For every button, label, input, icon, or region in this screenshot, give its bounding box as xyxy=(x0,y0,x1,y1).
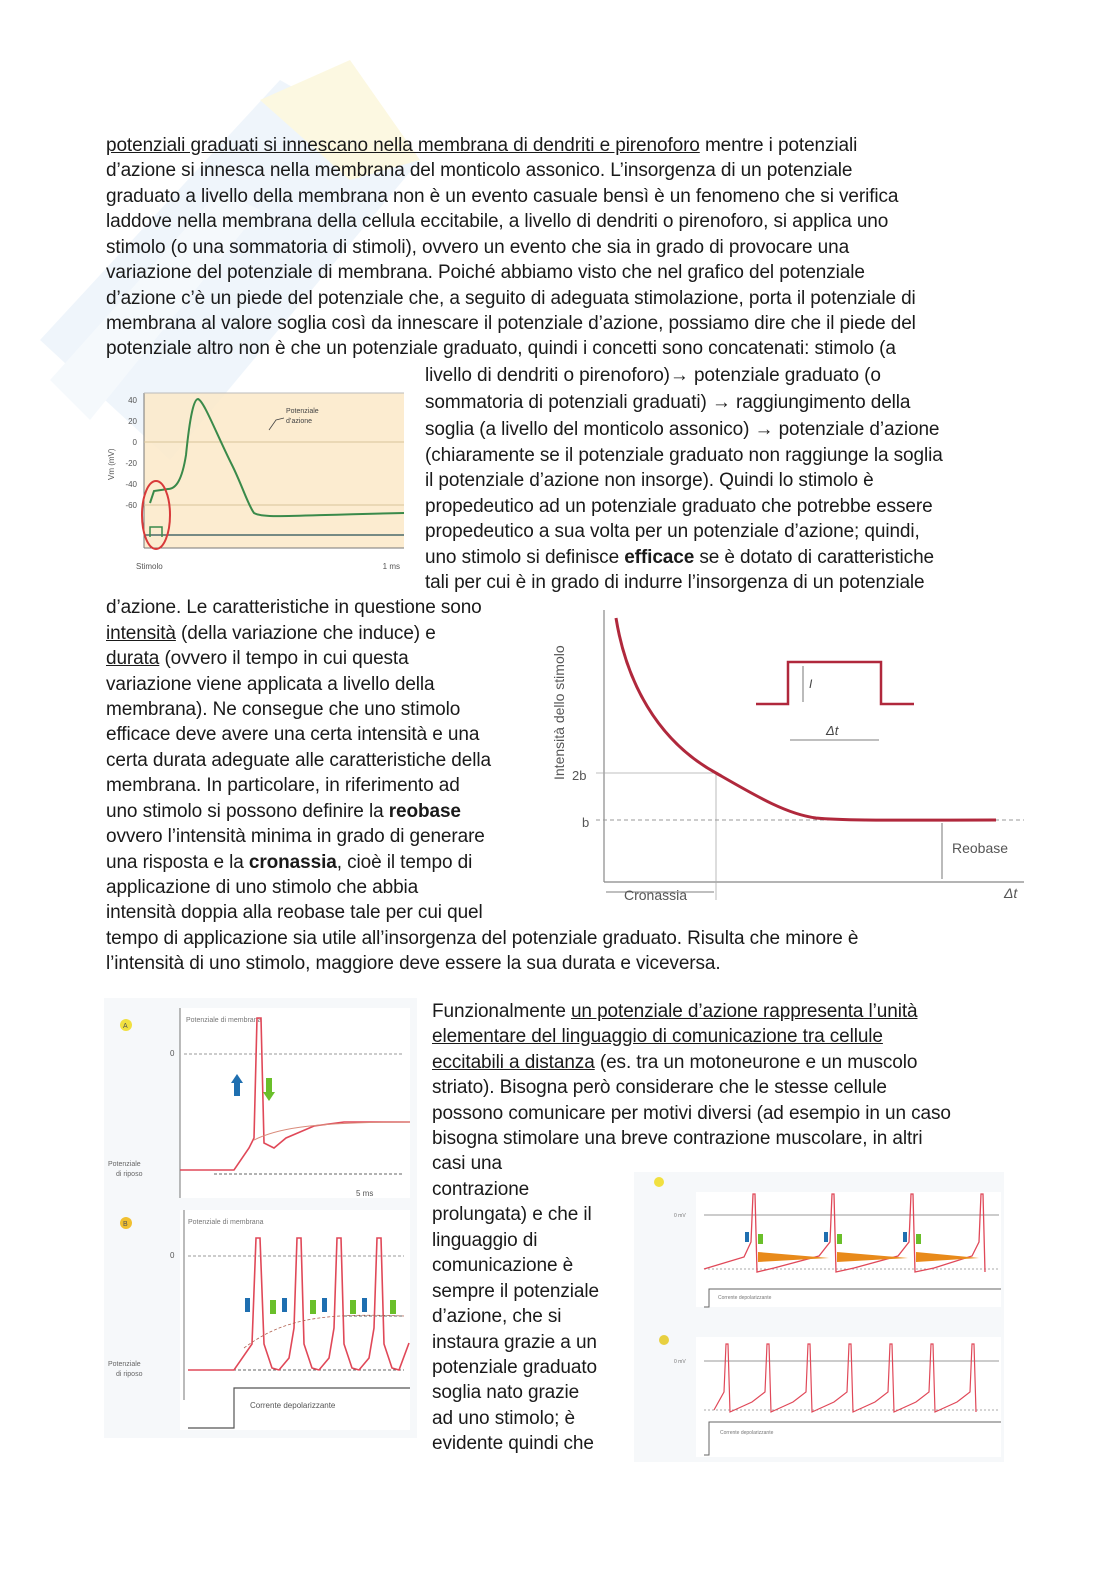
text-span: se è dotato di caratteristiche xyxy=(694,547,934,568)
rest-label: Potenziale xyxy=(108,1161,141,1168)
underlined-text: un potenziale d’azione rappresenta l’unità xyxy=(570,1001,918,1022)
text-line: evidente quindi che xyxy=(432,1433,594,1454)
text-line xyxy=(106,850,472,875)
text-line xyxy=(432,999,917,1024)
text-line: instaura grazie a un xyxy=(432,1332,597,1353)
text-line: casi una xyxy=(432,1153,502,1174)
rest-label: di riposo xyxy=(116,1171,143,1178)
y-tick: -20 xyxy=(125,459,137,468)
text-line: variazione viene applicata a livello della xyxy=(106,674,435,695)
text-line: membrana al valore soglia così da innescare il potenziale d’azione, possiamo dire che il piede del xyxy=(106,313,916,334)
text-line xyxy=(432,1050,917,1075)
text-line: applicazione di uno stimolo che abbia xyxy=(106,877,419,898)
text-line: d’azione si innesca nella membrana del monticolo assonico. L’insorgenza di un potenziale xyxy=(106,160,853,181)
text-line: efficace deve avere una certa intensità e una xyxy=(106,724,480,745)
text-line: d’azione. Le caratteristiche in questione sono xyxy=(106,597,482,618)
y-tick-2b: 2b xyxy=(572,768,587,783)
y-axis-label: Vm (mV) xyxy=(107,448,116,480)
bold-term: reobase xyxy=(388,801,461,822)
zero-label: 0 xyxy=(170,1049,175,1058)
panel-badge: B xyxy=(123,1221,128,1228)
text-line xyxy=(106,799,461,824)
text-line: livello di dendriti o pirenoforo)→ potenziale graduato (o xyxy=(425,365,881,386)
text-line: prolungata) e che il xyxy=(432,1204,592,1225)
panel-badge: A xyxy=(123,1023,128,1030)
reobase-label: Reobase xyxy=(952,840,1009,856)
zero-label: 0 xyxy=(170,1251,175,1260)
text-line: contrazione xyxy=(432,1179,530,1200)
text-line: striato). Bisogna però considerare che le stesse cellule xyxy=(432,1077,887,1098)
panel-title: Potenziale di membrana xyxy=(186,1017,262,1024)
text-line: graduato a livello della membrana non è un evento casuale bensì è un fenomeno che si verifica xyxy=(106,186,899,207)
x-right-label: 1 ms xyxy=(382,562,400,571)
text-line: tempo di applicazione sia utile all’insorgenza del potenziale graduato. Risulta che minore è xyxy=(106,928,859,949)
underlined-text: durata xyxy=(106,648,160,669)
text-span: una risposta e la xyxy=(106,852,249,873)
text-line: d’azione c’è un piede del potenziale che, a seguito di adeguata stimolazione, porta il potenziale di xyxy=(106,288,916,309)
zero-label: 0 mV xyxy=(674,1213,686,1219)
panel-title: Potenziale di membrana xyxy=(188,1219,264,1226)
text-span: uno stimolo si possono definire la xyxy=(106,801,389,822)
text-line: intensità doppia alla reobase tale per cui quel xyxy=(106,902,483,923)
underlined-text: intensità xyxy=(106,623,176,644)
text-line: stimolo (o una sommatoria di stimoli), ovvero un evento che sia in grado di provocare una xyxy=(106,237,850,258)
text-span: uno stimolo si definisce xyxy=(425,547,625,568)
x-axis-label: Δt xyxy=(1004,885,1018,901)
current-label: Corrente depolarizzante xyxy=(718,1295,772,1301)
y-tick: -60 xyxy=(125,501,137,510)
text-line: il potenziale d’azione non insorge). Quindi lo stimolo è xyxy=(425,470,874,491)
text-line: potenziale graduato xyxy=(432,1357,598,1378)
text-line: ad uno stimolo; è xyxy=(432,1408,575,1429)
bold-term: efficace xyxy=(624,547,695,568)
underlined-text: elementare del linguaggio di comunicazione tra cellule xyxy=(432,1026,883,1047)
text-line: l’intensità di uno stimolo, maggiore deve essere la sua durata e viceversa. xyxy=(106,953,721,974)
text-line xyxy=(106,646,409,671)
cronassia-label: Cronassia xyxy=(624,887,688,903)
zero-label: 0 mV xyxy=(674,1359,686,1365)
text-line: linguaggio di xyxy=(432,1230,538,1251)
text-line: tali per cui è in grado di indurre l’insorgenza di un potenziale xyxy=(425,572,925,593)
text-line: propedeutico ad un potenziale graduato che potrebbe essere xyxy=(425,496,933,517)
text-line: possono comunicare per motivi diversi (ad esempio in un caso xyxy=(432,1103,951,1124)
underlined-text: eccitabili a distanza xyxy=(432,1052,595,1073)
text-span: , cioè il tempo di xyxy=(336,852,473,873)
firing-panels-right xyxy=(634,1172,1004,1462)
text-line: soglia (a livello del monticolo assonico) → potenziale d’azione xyxy=(425,419,940,440)
text-line: soglia nato grazie xyxy=(432,1382,580,1403)
text-line: comunicazione è xyxy=(432,1255,574,1276)
scale-label: 5 ms xyxy=(356,1189,374,1198)
bold-term: cronassia xyxy=(248,852,337,873)
current-label: Corrente depolarizzante xyxy=(720,1430,774,1436)
y-tick: 40 xyxy=(128,396,137,405)
text-line xyxy=(432,1024,883,1049)
y-tick: -40 xyxy=(125,480,137,489)
text-line: potenziale altro non è che un potenziale graduato, quindi i concetti sono concatenati: stimolo (a xyxy=(106,338,896,359)
text-line: d’azione, che si xyxy=(432,1306,562,1327)
x-left-label: Stimolo xyxy=(136,562,163,571)
text-line: variazione del potenziale di membrana. Poiché abbiamo visto che nel grafico del potenziale xyxy=(106,262,865,283)
text-line: (chiaramente se il potenziale graduato non raggiunge la soglia xyxy=(425,445,943,466)
text-line: sempre il potenziale xyxy=(432,1281,599,1302)
text-line: membrana). Ne consegue che uno stimolo xyxy=(106,699,461,720)
text-span: Funzionalmente xyxy=(432,1001,571,1022)
annotation-label: d’azione xyxy=(286,418,313,425)
y-tick: 0 xyxy=(132,438,137,447)
text-line xyxy=(106,621,436,646)
strength-duration-figure xyxy=(546,600,1026,908)
text-span: (della variazione che induce) e xyxy=(175,623,436,644)
y-tick: 20 xyxy=(128,417,137,426)
text-line: ovvero l’intensità minima in grado di generare xyxy=(106,826,485,847)
pulse-width-label: Δt xyxy=(826,723,839,738)
text-line: laddove nella membrana della cellula eccitabile, a livello di dendriti o pirenoforo, si applica uno xyxy=(106,211,889,232)
underlined-text: potenziali graduati si innescano nella membrana di dendriti e pirenoforo xyxy=(106,135,700,156)
text-span: mentre i potenziali xyxy=(699,135,858,156)
text-line: sommatoria di potenziali graduati) → raggiungimento della xyxy=(425,392,911,413)
text-line xyxy=(425,545,934,570)
current-label: Corrente depolarizzante xyxy=(250,1401,336,1410)
rest-label: di riposo xyxy=(116,1371,143,1378)
text-line: certa durata adeguate alle caratteristiche della xyxy=(106,750,491,771)
text-span: (es. tra un motoneurone e un muscolo xyxy=(594,1052,918,1073)
text-line: membrana. In particolare, in riferimento ad xyxy=(106,775,460,796)
text-line: bisogna stimolare una breve contrazione muscolare, in altri xyxy=(432,1128,923,1149)
action-potential-figure xyxy=(104,385,406,577)
text-span: (ovvero il tempo in cui questa xyxy=(159,648,409,669)
annotation-label: Potenziale xyxy=(286,408,319,415)
firing-panels-left xyxy=(104,998,417,1438)
text-line xyxy=(106,133,857,158)
y-tick-b: b xyxy=(582,815,590,830)
pulse-height-label: I xyxy=(809,677,813,691)
rest-label: Potenziale xyxy=(108,1361,141,1368)
text-line: propedeutico a sua volta per un potenziale d’azione; quindi, xyxy=(425,521,920,542)
y-axis-label: Intensità dello stimolo xyxy=(551,645,567,780)
